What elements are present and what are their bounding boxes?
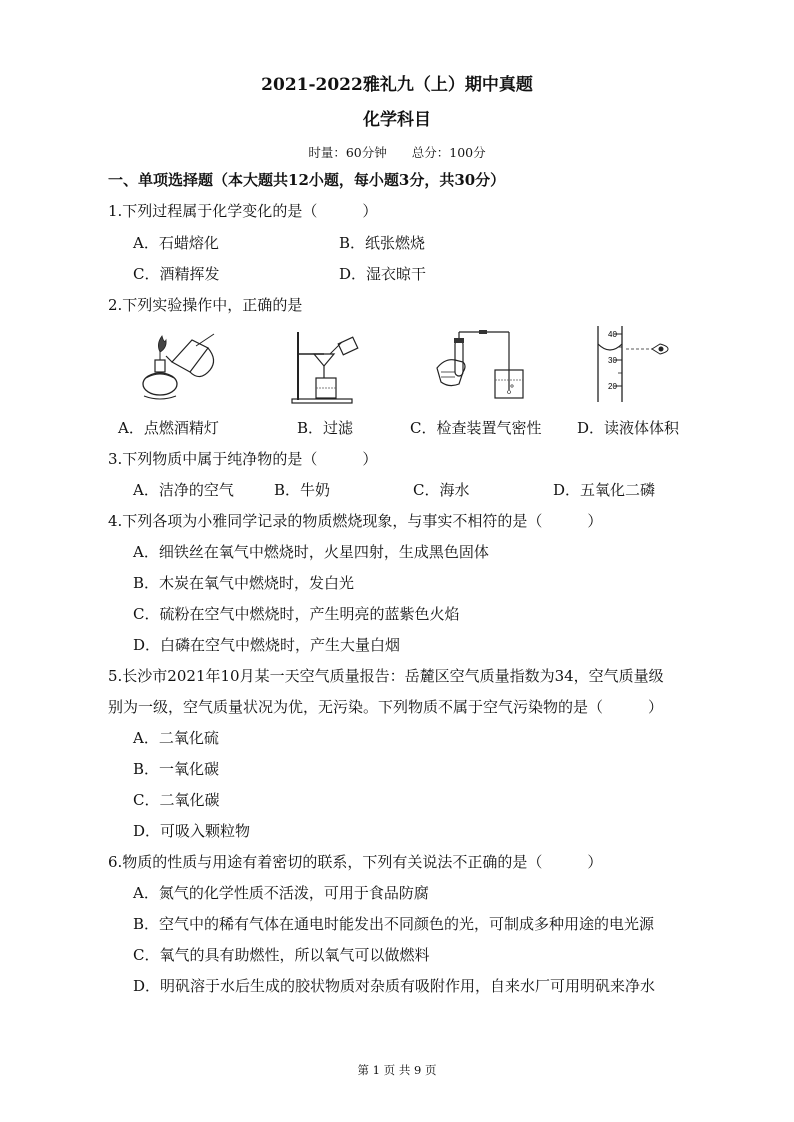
q4-option-c: C．硫粉在空气中燃烧时，产生明亮的蓝紫色火焰	[133, 605, 460, 623]
q2-option-c: C．检查装置气密性	[410, 419, 542, 437]
question-6-stem: 6.物质的性质与用途有着密切的联系，下列有关说法不正确的是（ ）	[108, 853, 603, 871]
q3-option-c: C．海水	[413, 481, 470, 499]
question-2-stem: 2.下列实验操作中，正确的是	[108, 296, 303, 314]
airtightness-check-figure	[433, 328, 533, 404]
exam-title: 2021-2022雅礼九（上）期中真题	[261, 75, 533, 95]
cylinder-reading-figure	[590, 322, 680, 406]
q2-option-b: B．过滤	[297, 419, 354, 437]
q4-option-a: A．细铁丝在氧气中燃烧时，火星四射，生成黑色固体	[133, 543, 489, 561]
q1-option-b: B．纸张燃烧	[339, 234, 426, 252]
q5-option-b: B．一氧化碳	[133, 760, 220, 778]
q5-option-d: D．可吸入颗粒物	[133, 822, 251, 840]
q6-option-c: C．氧气的具有助燃性，所以氧气可以做燃料	[133, 946, 430, 964]
question-5-stem-line2: 别为一级，空气质量状况为优，无污染。下列物质不属于空气污染物的是（ ）	[108, 698, 664, 716]
question-1-stem: 1.下列过程属于化学变化的是（ ）	[108, 202, 378, 220]
scale-label-30: 30	[608, 356, 617, 365]
filtration-figure	[290, 326, 365, 406]
q4-option-b: B．木炭在氧气中燃烧时，发白光	[133, 574, 355, 592]
question-3-stem: 3.下列物质中属于纯净物的是（ ）	[108, 450, 378, 468]
q2-option-a: A．点燃酒精灯	[118, 419, 219, 437]
q4-option-d: D．白磷在空气中燃烧时，产生大量白烟	[133, 636, 401, 654]
section-heading: 一、单项选择题（本大题共12小题，每小题3分，共30分）	[108, 171, 506, 189]
q5-option-a: A．二氧化硫	[133, 729, 219, 747]
scale-label-20: 20	[608, 382, 617, 391]
q1-option-a: A．石蜡熔化	[133, 234, 219, 252]
page-number: 第 1 页 共 9 页	[357, 1063, 437, 1077]
q6-option-a: A．氮气的化学性质不活泼，可用于食品防腐	[133, 884, 429, 902]
q3-option-a: A．洁净的空气	[133, 481, 234, 499]
subject-title: 化学科目	[363, 110, 431, 130]
time-info: 时量：60分钟 总分：100分	[308, 145, 486, 160]
q6-option-d: D．明矾溶于水后生成的胶状物质对杂质有吸附作用，自来水厂可用明矾来净水	[133, 977, 656, 995]
alcohol-lamp-lighting-figure	[130, 326, 225, 404]
q1-option-c: C．酒精挥发	[133, 265, 220, 283]
q3-option-b: B．牛奶	[274, 481, 331, 499]
scale-label-40: 40	[608, 330, 617, 339]
question-5-stem-line1: 5.长沙市2021年10月某一天空气质量报告：岳麓区空气质量指数为34，空气质量级	[108, 667, 664, 685]
question-4-stem: 4.下列各项为小雅同学记录的物质燃烧现象，与事实不相符的是（ ）	[108, 512, 603, 530]
q1-option-d: D．湿衣晾干	[339, 265, 427, 283]
q5-option-c: C．二氧化碳	[133, 791, 220, 809]
q6-option-b: B．空气中的稀有气体在通电时能发出不同颜色的光，可制成多种用途的电光源	[133, 915, 655, 933]
q2-option-d: D．读液体体积	[577, 419, 680, 437]
q3-option-d: D．五氧化二磷	[553, 481, 656, 499]
